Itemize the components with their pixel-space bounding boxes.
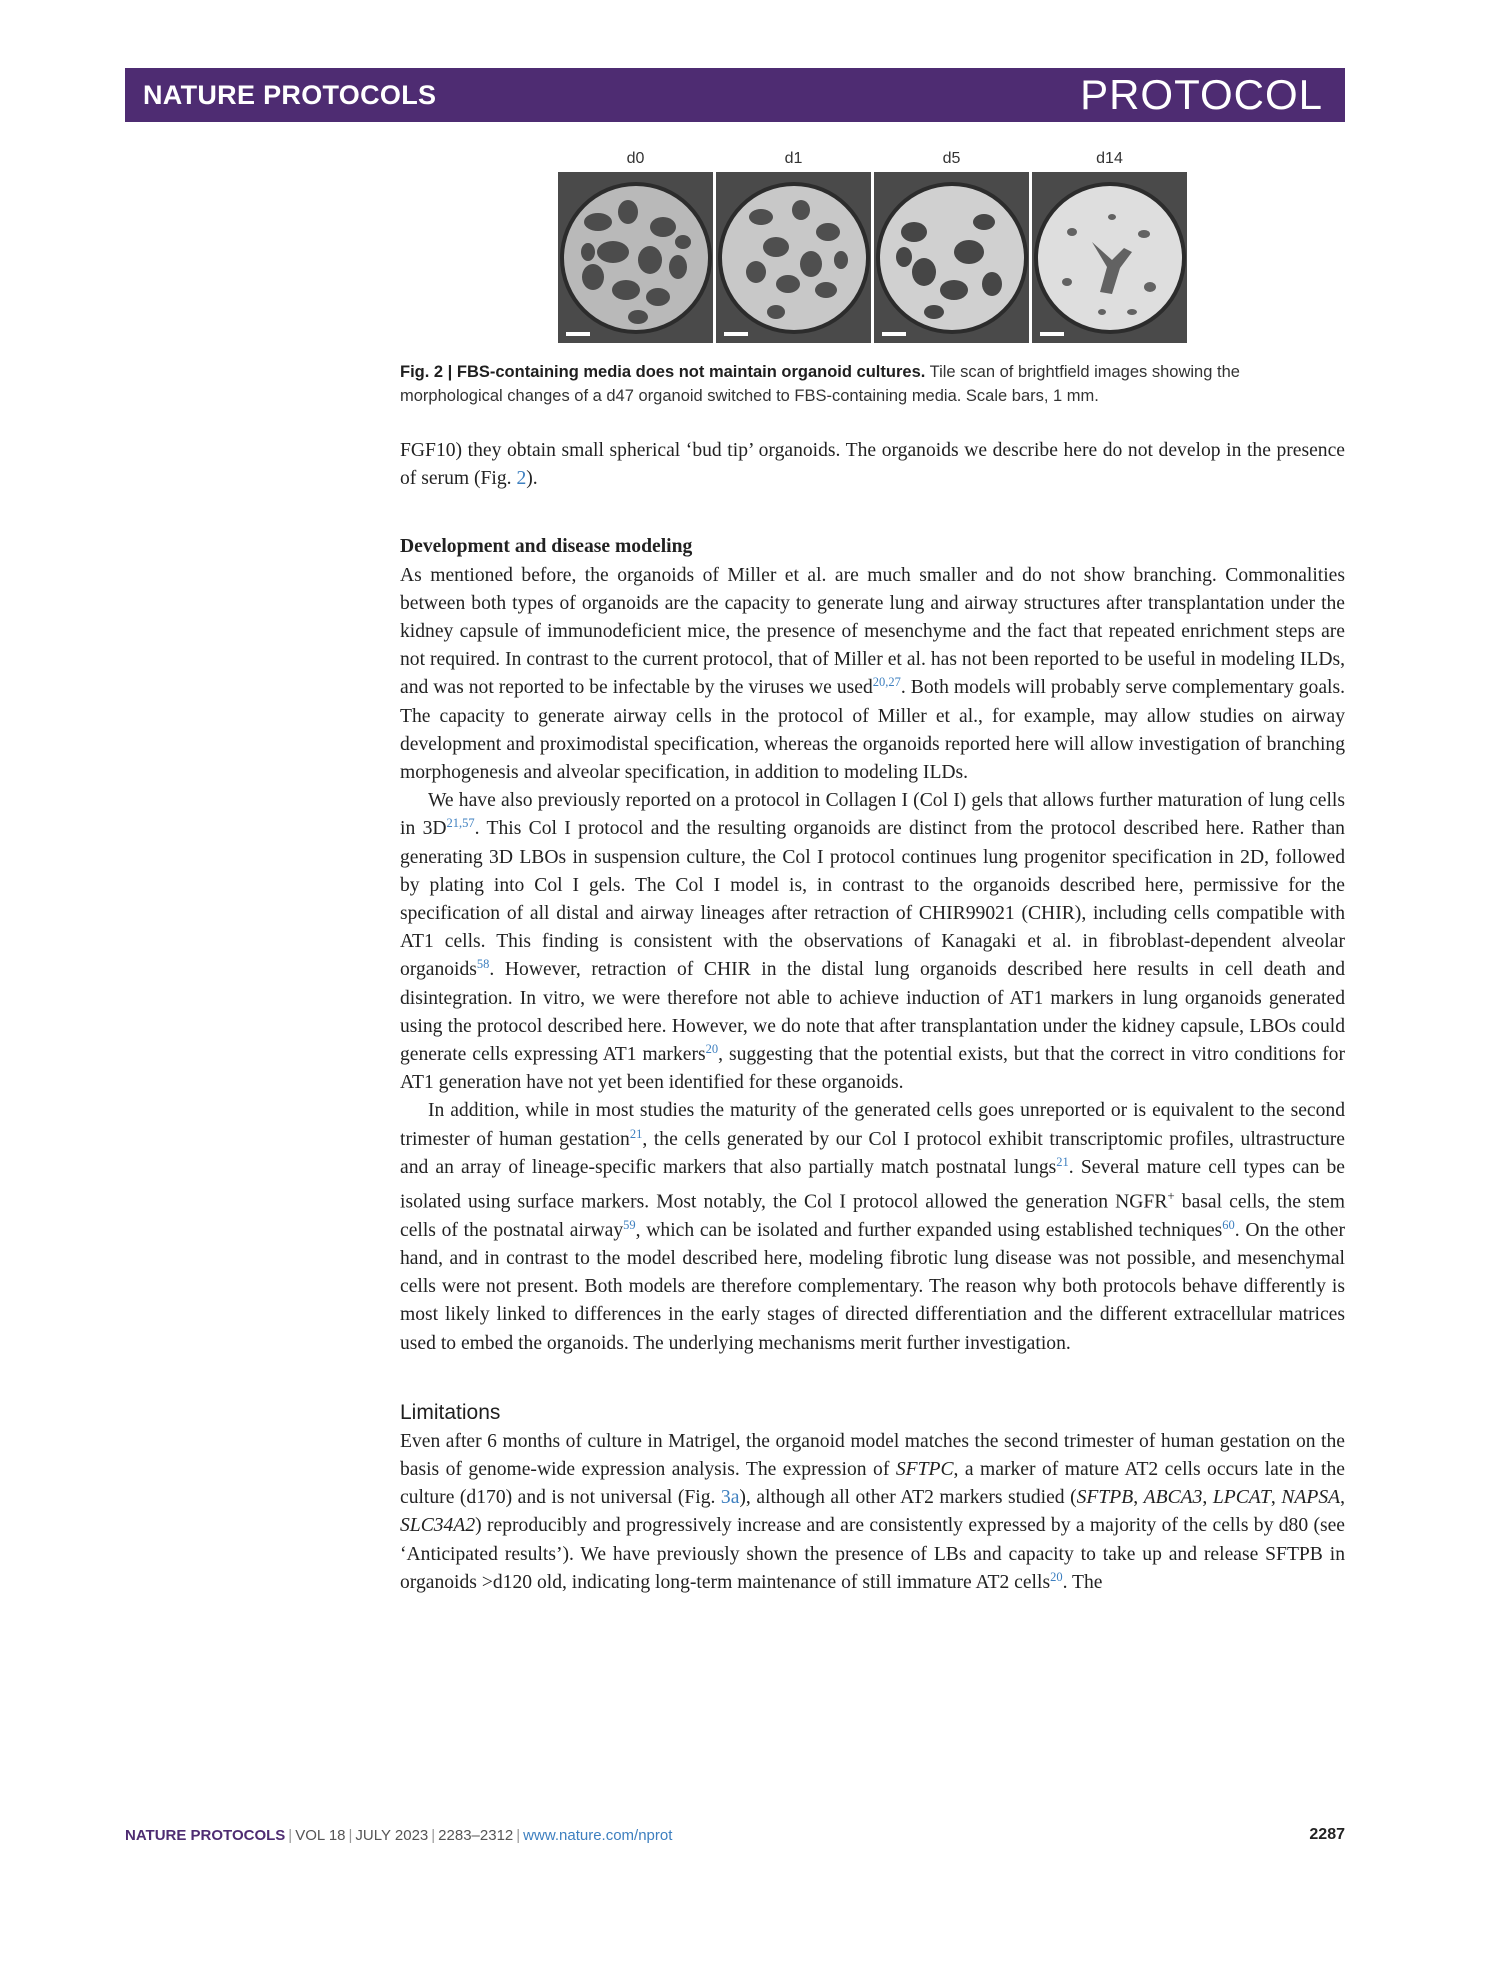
article-body (400, 437, 1345, 1597)
caption-text: Tile scan of brightfield images showing the morphological changes of a d47 organoid switched to FBS-containing media. Scale bars, 1 mm. (400, 363, 1240, 405)
text-run: . Both models will probably serve complementary goals. The capacity to generate airway cells in the protocol of Miller et al., for example, may allow studies on airway development and proximodistal specification, whereas the organoids reported here will allow investigation of branching morphogenesis and alveolar specification, in addition to modeling ILDs. (400, 677, 1346, 784)
citation-link[interactable]: 20 (705, 1042, 719, 1057)
text-run: ) reproducibly and progressively increase and are consistently expressed by a majority of the cells by d80 (see ‘Anticipated results’). We have previously shown the presence of LBs and capacity to take up and release SFTPB in organoids >d120 old, indicating long-term maintenance of still immature AT2 cells (400, 1515, 1345, 1593)
brightfield-image-d14 (1032, 172, 1187, 343)
text-run: Even after 6 months of culture in Matrigel, the organoid model matches the second trimester of human gestation on the basis of genome-wide expression analysis. The expression of (400, 1430, 1345, 1481)
footer-pages: 2283–2312 (438, 1826, 514, 1844)
figure-2 (558, 150, 1188, 172)
text-run: As mentioned before, the organoids of Miller et al. are much smaller and do not show branching. Commonalities between both types of organoids are the capacity to generate lung and airway structures after transplantation under the kidney capsule of immunodeficient mice, the presence of mesenchyme and the fact that repeated enrichment steps are not required. In contrast to the current protocol, that of Miller et al. has not been reported to be useful in modeling ILDs, and was not reported to be infectable by the viruses we used (400, 564, 1345, 699)
text-run: . Several mature cell types can be isolated using surface markers. Most notably, the Col I protocol allowed the generation NGFR (400, 1156, 1345, 1213)
citation-link[interactable]: 58 (476, 957, 490, 972)
gene-name: SFTPC (895, 1459, 954, 1481)
panel-label-d1: d1 (784, 150, 803, 167)
text-run: ). (526, 468, 538, 490)
paragraph-4 (400, 1097, 1345, 1357)
text-run: FGF10) they obtain small spherical ‘bud tip’ organoids. The organoids we describe here do not develop in the presence of serum (Fig. (400, 440, 1345, 490)
gene-name: NAPSA (1281, 1487, 1341, 1509)
figure-reference-link[interactable]: 2 (516, 468, 527, 490)
text-run: basal cells, the stem cells of the postnatal airway (400, 1191, 1345, 1241)
text-run: , (1270, 1487, 1282, 1509)
text-run: . The (1062, 1571, 1103, 1593)
figure-caption (400, 360, 1345, 408)
citation-link[interactable]: 60 (1222, 1217, 1235, 1232)
citation-link[interactable]: 21,57 (446, 816, 475, 831)
paragraph-3 (400, 787, 1345, 1097)
panel-label-d14: d14 (1096, 150, 1123, 167)
brightfield-image-d1 (716, 172, 871, 343)
gene-name: SFTPB (1076, 1487, 1134, 1509)
gene-name: SLC34A2 (400, 1515, 476, 1537)
citation-link[interactable]: 20 (1050, 1569, 1063, 1584)
paragraph-2 (400, 562, 1345, 788)
text-run: . However, retraction of CHIR in the distal lung organoids described here results in cell death and disintegration. In vitro, we were therefore not able to achieve induction of AT1 markers in lung organoids generated using the protocol described here. However, we do note that after transplantation under the kidney capsule, LBOs could generate cells expressing AT1 markers (400, 959, 1345, 1066)
text-run: , which can be isolated and further expanded using established techniques (635, 1219, 1223, 1241)
section-heading-limitations: Limitations (400, 1400, 501, 1424)
citation-link[interactable]: 21 (1056, 1154, 1069, 1169)
footer-volume: VOL 18 (295, 1826, 346, 1844)
text-run: , (1133, 1487, 1144, 1509)
page-footer (125, 1826, 1345, 1844)
citation-link[interactable]: 21 (629, 1126, 643, 1141)
brightfield-image-d0 (558, 172, 713, 343)
caption-title: Fig. 2 | FBS-containing media does not maintain organoid cultures. (400, 363, 926, 381)
paragraph-5 (400, 1428, 1345, 1597)
footer-url-link[interactable]: www.nature.com/nprot (523, 1826, 673, 1844)
text-run: , suggesting that the potential exists, but that the correct in vitro conditions for AT1 generation have not yet been identified for these organoids. (400, 1044, 1345, 1094)
citation-link[interactable]: 59 (623, 1217, 636, 1232)
figure-reference-link[interactable]: 3a (720, 1487, 740, 1509)
text-run: , (1340, 1487, 1345, 1509)
text-run: , the cells generated by our Col I protocol exhibit transcriptomic profiles, ultrastructure and an array of lineage-specific markers that also partially match postnatal lungs (400, 1128, 1345, 1178)
subheading-development: Development and disease modeling (400, 536, 693, 558)
gene-name: ABCA3 (1143, 1487, 1203, 1509)
brightfield-image-d5 (874, 172, 1029, 343)
footer-date: JULY 2023 (355, 1826, 429, 1844)
page-number: 2287 (1309, 1826, 1345, 1843)
footer-journal: NATURE PROTOCOLS (125, 1826, 286, 1844)
text-run: We have also previously reported on a protocol in Collagen I (Col I) gels that allows further maturation of lung cells in 3D (400, 790, 1345, 840)
citation-link[interactable]: 20,27 (872, 675, 901, 690)
gene-name: LPCAT (1212, 1487, 1271, 1509)
article-type-label: PROTOCOL (1080, 71, 1323, 118)
panel-label-d0: d0 (626, 150, 645, 167)
footer-citation: NATURE PROTOCOLS | VOL 18 | JULY 2023 | 2283–2312 | www.nature.com/nprot (125, 1826, 673, 1844)
figure-panels (558, 172, 1187, 343)
text-run: , (1202, 1487, 1213, 1509)
text-run: ), although all other AT2 markers studied ( (739, 1487, 1077, 1509)
text-run: . On the other hand, and in contrast to the model described here, modeling fibrotic lung disease was not possible, and mesenchymal cells were not present. Both models are therefore complementary. The reason why both protocols behave differently is most likely linked to differences in the early stages of directed differentiation and the different extracellular matrices used to embed the organoids. The underlying mechanisms merit further investigation. (400, 1219, 1345, 1354)
text-run: . This Col I protocol and the resulting organoids are distinct from the protocol described here. Rather than generating 3D LBOs in suspension culture, the Col I protocol continues lung progenitor specification in 2D, followed by plating into Col I gels. The Col I model is, in contrast to the organoids described here, permissive for the specification of all distal and airway lineages after retraction of CHIR99021 (CHIR), including cells compatible with AT1 cells. This finding is consistent with the observations of Kanagaki et al. in fibroblast-dependent alveolar organoids (400, 818, 1345, 981)
text-run: In addition, while in most studies the maturity of the generated cells goes unreported or is equivalent to the second trimester of human gestation (400, 1100, 1345, 1150)
paragraph-1 (400, 437, 1345, 493)
journal-name: NATURE PROTOCOLS (143, 79, 437, 110)
text-run: , a marker of mature AT2 cells occurs late in the culture (d170) and is not universal (Fig. (400, 1459, 1345, 1509)
figure-panel-labels (558, 150, 1188, 172)
panel-label-d5: d5 (942, 150, 961, 167)
journal-header-bar (125, 68, 1345, 122)
superscript-text: + (1167, 1188, 1175, 1204)
